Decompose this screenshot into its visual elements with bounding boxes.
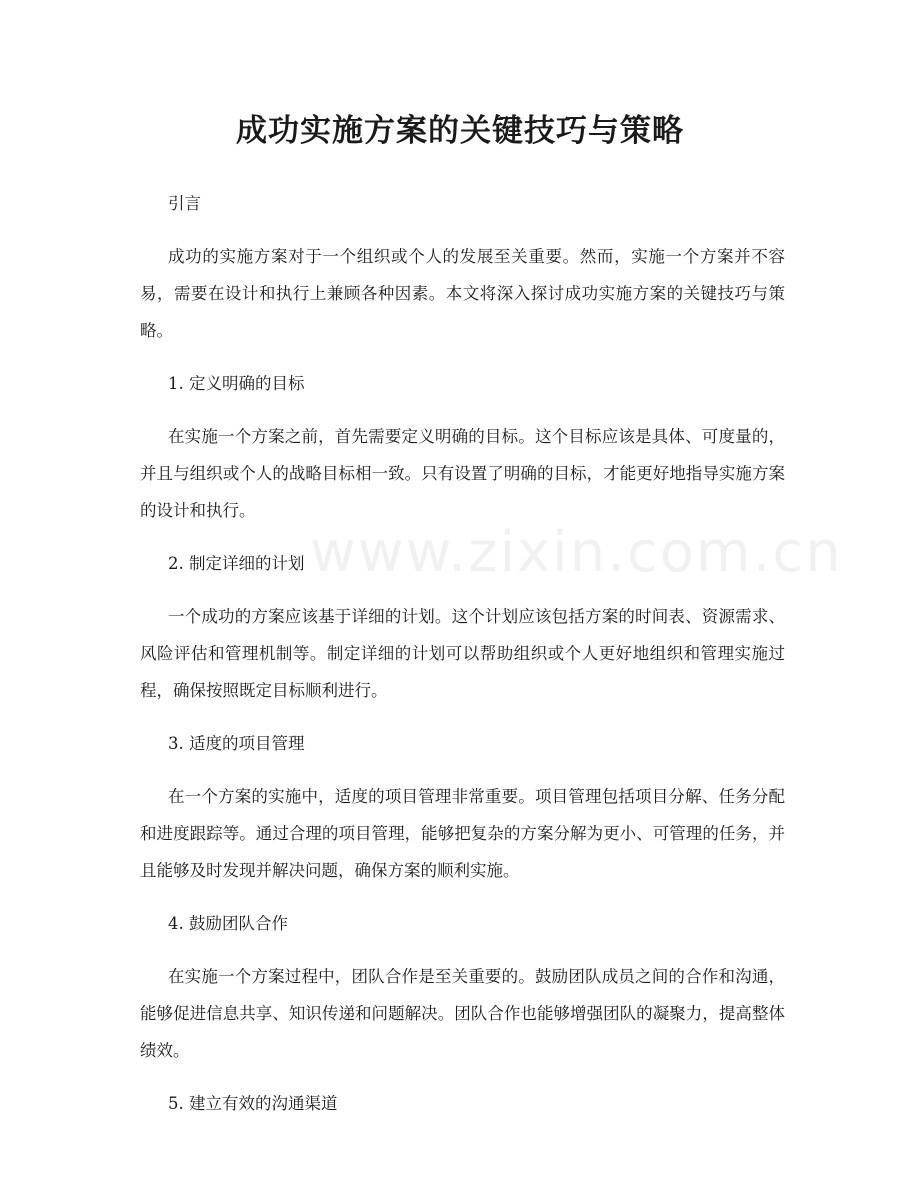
watermark: www.zixin.com.cn (310, 520, 843, 585)
paragraph-3: 在一个方案的实施中，适度的项目管理非常重要。项目管理包括项目分解、任务分配和进度跟踪等。通过合理的项目管理，能够把复杂的方案分解为更小、可管理的任务，并且能够及时发现并解决问题，确保方案的顺利实施。 (140, 787, 785, 880)
section-heading-3: 3. 适度的项目管理 (168, 734, 305, 753)
section-heading-2: 2. 制定详细的计划 (168, 554, 305, 573)
paragraph-1: 在实施一个方案之前，首先需要定义明确的目标。这个目标应该是具体、可度量的，并且与组织或个人的战略目标相一致。只有设置了明确的目标，才能更好地指导实施方案的设计和执行。 (140, 427, 785, 520)
section-heading-intro: 引言 (168, 194, 201, 213)
section-heading-1: 1. 定义明确的目标 (168, 374, 305, 393)
document-body (140, 185, 785, 1138)
paragraph-2: 一个成功的方案应该基于详细的计划。这个计划应该包括方案的时间表、资源需求、风险评估和管理机制等。制定详细的计划可以帮助组织或个人更好地组织和管理实施过程，确保按照既定目标顺利进行。 (140, 607, 785, 700)
paragraph-intro: 成功的实施方案对于一个组织或个人的发展至关重要。然而，实施一个方案并不容易，需要在设计和执行上兼顾各种因素。本文将深入探讨成功实施方案的关键技巧与策略。 (140, 247, 785, 340)
section-heading-4: 4. 鼓励团队合作 (168, 914, 288, 933)
section-heading-5: 5. 建立有效的沟通渠道 (168, 1094, 338, 1113)
document-title: 成功实施方案的关键技巧与策略 (236, 113, 684, 149)
paragraph-4: 在实施一个方案过程中，团队合作是至关重要的。鼓励团队成员之间的合作和沟通，能够促进信息共享、知识传递和问题解决。团队合作也能够增强团队的凝聚力，提高整体绩效。 (140, 967, 785, 1060)
